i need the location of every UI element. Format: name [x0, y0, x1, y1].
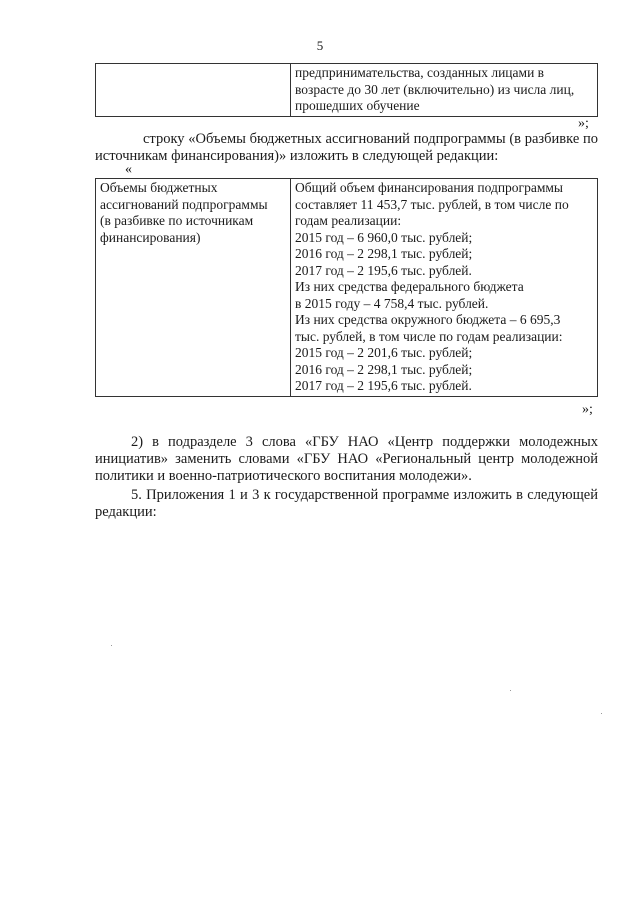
table-line: 2015 год – 6 960,0 тыс. рублей; — [295, 229, 473, 245]
table-line: Объемы бюджетных — [100, 180, 218, 195]
table-line: тыс. рублей, в том числе по годам реализации: — [295, 328, 563, 344]
table-line: составляет 11 453,7 тыс. рублей, в том числе по — [295, 196, 569, 212]
table-line: 2015 год – 2 201,6 тыс. рублей; — [295, 345, 473, 360]
table-funding-left-cell — [96, 179, 291, 397]
table-line: Из них средства окружного бюджета – 6 695,3 — [295, 312, 561, 327]
paragraph-5: 5. Приложения 1 и 3 к государственной программе изложить в следующей редакции: — [95, 487, 598, 520]
scan-speck — [510, 690, 511, 691]
table-top-left-cell — [96, 64, 291, 117]
table-line: годам реализации: — [295, 213, 402, 228]
paragraph-2: 2) в подразделе 3 слова «ГБУ НАО «Центр поддержки молодежных инициатив» заменить словами «ГБУ НАО «Региональный центр молодежной политики и военно-патриотического воспитания молодежи». — [95, 434, 598, 484]
table-top-right-cell — [291, 64, 598, 117]
table-line: возрасте до 30 лет (включительно) из числа лиц, — [295, 81, 575, 97]
table-top-fragment — [95, 63, 598, 117]
table-line: Из них средства федерального бюджета — [295, 279, 524, 294]
table-funding-right-cell — [291, 179, 598, 397]
table-line: в 2015 году – 4 758,4 тыс. рублей. — [295, 295, 489, 311]
table-line: (в разбивке по источникам — [100, 213, 254, 228]
closing-quote: »; — [582, 402, 593, 417]
table-line: 2017 год – 2 195,6 тыс. рублей. — [295, 378, 472, 393]
table-funding — [95, 178, 598, 397]
table-line: предпринимательства, созданных лицами в — [295, 65, 545, 80]
table-line: Общий объем финансирования подпрограммы — [295, 180, 563, 195]
table-line: ассигнований подпрограммы — [100, 196, 268, 212]
table-line: 2017 год – 2 195,6 тыс. рублей. — [295, 262, 472, 278]
scan-speck — [111, 645, 112, 646]
closing-quote: »; — [578, 116, 589, 131]
table-line: 2016 год – 2 298,1 тыс. рублей; — [295, 246, 473, 261]
page-number: 5 — [316, 38, 324, 53]
table-line: 2016 год – 2 298,1 тыс. рублей; — [295, 361, 473, 377]
table-line: финансирования) — [100, 229, 201, 245]
paragraph-stroka: строку «Объемы бюджетных ассигнований подпрограммы (в разбивке по источникам финансирования)» изложить в следующей редакции: — [95, 131, 598, 164]
scan-speck — [601, 713, 602, 714]
opening-quote: « — [125, 162, 132, 177]
table-line: прошедших обучение — [295, 98, 420, 113]
